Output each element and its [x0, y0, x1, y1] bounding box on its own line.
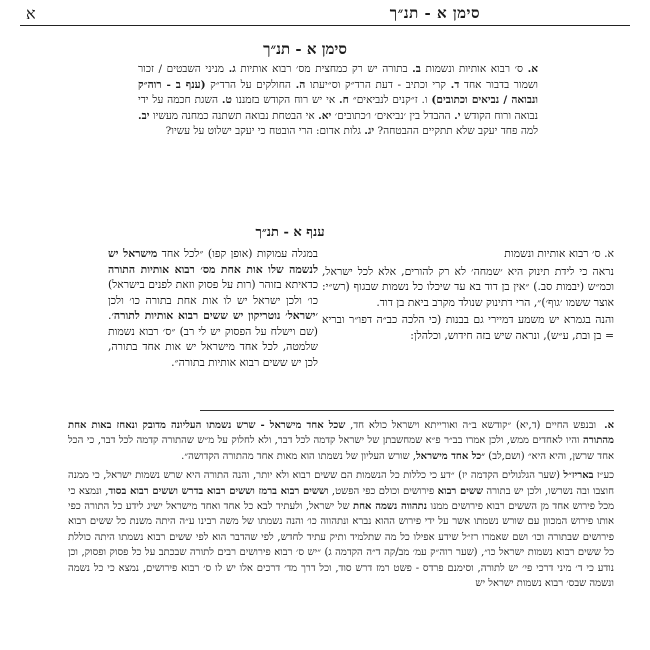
item-marker: ב. — [412, 63, 421, 75]
paragraph: והנה בגמרא יש משמע דמיירי גם בבנות (כי הלכה כב״ה דפו״ר ובריא = בן ובת, ע״ש), ונראה שיש בזה חידוש, וכלהלן: — [322, 313, 614, 342]
paragraph — [108, 246, 318, 370]
quote-emphasis: ׳ישראל׳ נוטריקון יש ששים רבוא אותיות לתורה׳ — [111, 309, 318, 322]
page-header — [20, 4, 630, 26]
intro-text: מניני השבטים / זכור ושמור בדבור אחד — [138, 63, 538, 91]
footnote-text: , ונמצא כי מכל פירוש אחד מן הששים רבוא פירושים ממנו — [68, 485, 615, 513]
item-marker: א. — [527, 63, 538, 75]
intro-text: אי יש רוח הקודש בזמננו — [231, 94, 340, 106]
quote-text: במגלה עמוקות (אופן קפו) ״לכל אחד — [157, 247, 318, 260]
footnote-text: פירושים וכולם כפי הפשט, — [328, 485, 438, 497]
footnote-emphasis: וששים רבוא ברמז וששים רבוא בדרש וששים רבוא בסוד — [108, 485, 329, 497]
intro-text: החולקים על הרד״ק — [205, 78, 296, 91]
intro-summary — [138, 62, 538, 140]
footnote-text: של ישראל, ולעתיד לבא כל אחד ואחד מישראל ישיג לידע כל התורה כפי אותו פירוש המכוון עם שורש נשמתו אשר על ידי פירוש ההוא נברא ונתהווה כו׳ והנה נשמתו של משה רבינו ע״ה היתה משנת כל ששים רבוא פירושים שבתורה וכו׳ ושם שאמרו רז״ל שידע אפילו כל מה שתלמיד ותיק עתיד לחדש, לפי שהדבר הוא לפי ששים רבוא נשמתו היתה כוללת כל ששים רבוא נשמות ישראל כו״, (שער רוה״ק עמ׳ מב/קה ד״ה הקדמה ג) ״יש ס׳ רבוא פירושים רבים לתורה שבכתב על כל פסוק ופסוק, וכן נודע כי ד׳ מיני דרכי פי׳ יש לתורה, וסימנם פרדס - פשט רמז דרש סוד, וכל דרך מד׳ דרכים אלו יש לו ס׳ רבוא פירושים, נמצא כי כל נשמה ונשמה שבס׳ רבוא נשמות ישראל יש — [68, 501, 615, 590]
footnote-emphasis: ששים רבוא — [437, 485, 484, 497]
right-text-column — [322, 246, 614, 345]
intro-text: בתורה יש רק כמחצית מס׳ רבוא אותיות — [235, 63, 413, 75]
item-marker: ה. — [295, 78, 306, 91]
intro-text: למה פחד יעקב שלא תתקיים ההבטחה? — [374, 125, 538, 137]
section-marker: (ענף ב - רוה״ק ונבואה / נביאים וכתובים) — [138, 78, 538, 106]
footnote-divider — [200, 410, 614, 411]
footnote-emphasis: באריז״ל — [563, 470, 594, 482]
item-marker: יג. — [364, 125, 375, 137]
footnote-emphasis: שכל אחד מישראל - שרש נשמתו העליונה מדובק ונאחז באות אחת מהתורה — [68, 420, 614, 447]
intro-text: ההבדל בין ׳נביאים׳ ו׳כתובים׳ — [331, 109, 455, 122]
item-marker: ד. — [450, 78, 460, 91]
footnote-text: כע״ז — [593, 470, 615, 482]
footnotes — [68, 418, 614, 595]
intro-text: קרי וכתיב - דעת הרד״ק וס״יעתו — [305, 78, 451, 91]
intro-text: אי הבטחת נבואה תשתנה כמחנה מעשיו — [149, 109, 319, 122]
item-marker: ח. — [339, 94, 349, 106]
footnote-number: א. — [604, 420, 614, 431]
footnote-text: והיו לאחדים ממש, ולכן אמרו בב״ר פ״א שמחשבתן של ישראל קדמה לכל דבר, ולא לחלוק על מ״ש שהתורה קדמה לכל דבר, כי הכל אחד שרשן, והיא היא״ (ושם,לב) — [68, 435, 614, 462]
footnote — [68, 468, 614, 591]
item-marker: יב. — [138, 109, 150, 122]
item-marker: י. — [454, 109, 461, 122]
paragraph-title: א. ס׳ רבוא אותיות ונשמות — [504, 247, 614, 260]
paragraph: נראה כי לידת תינוק היא ׳שמחה׳ לא רק להורים, אלא לכל ישראל, וכמ״ש (יבמות סב.) ״אין בן דוד בא עד שיכלו כל נשמות שבגוף (רש״י: אוצר ששמו ׳גוף׳)״, הרי דתינוק שנולד מקרב ביאת בן דוד. — [322, 264, 614, 309]
item-marker: ט. — [221, 94, 232, 106]
siman-heading: סימן א - תנ״ך — [263, 40, 347, 58]
intro-text: גלות אדום: הרי הובטח כי יעקב ישלוט על עשיו? — [165, 125, 365, 137]
quote-emphasis: מישראל יש לנשמה שלו אות אחת מס׳ רבוא אותיות התורה — [108, 247, 318, 276]
left-text-column — [108, 246, 318, 372]
running-title: סימן א - תנ״ך — [389, 4, 480, 22]
anaf-heading: ענף א - תנ״ך — [255, 225, 325, 240]
quote-text: . (שם וישלח על הפסוק יש לי רב) ״ס׳ רבוא נשמות שלמטה, לכל אחד מישראל יש אות אחד בתורה, לכן יש ששים רבוא אותיות בתורה״. — [108, 309, 318, 369]
item-marker: ג. — [228, 63, 236, 75]
intro-text: ו. ז״קנים לנביאים״ — [348, 94, 432, 106]
intro-text: השגת חכמה על ידי נבואה ורוח הקודש — [138, 94, 538, 122]
header-divider — [20, 25, 630, 26]
item-marker: יא. — [318, 109, 332, 122]
intro-text: ס׳ רבוא אותיות ונשמות — [420, 63, 528, 75]
footnote-emphasis: נתהווה נשמה אחת — [353, 501, 428, 513]
footnote-text: , שורש העליון של נשמתו הוא מאות אחד מהתורה הקדושה״. — [181, 450, 416, 462]
page-number: א — [26, 4, 36, 23]
footnote-emphasis: ״כל אחד מישראל — [415, 450, 486, 462]
footnote-text: (שער הגלגולים הקדמה יז) ״דע כי כללות כל הנשמות הם ששים רבוא ולא יותר, והנה התורה היא שרש נשמות ישראל, כי ממנה חוצבו ובה נשרשו, ולכן יש בתורה — [68, 470, 615, 497]
footnote — [68, 418, 614, 464]
quote-text: כדאיתא בזוהר (רות על פסוק וזאת לפנים בישראל) כו׳ ולכן ישראל יש לו אות אחת בתורה כו׳ ולכן — [108, 278, 318, 307]
footnote-text: ובנפש החיים (ד,יא) ״קודשא ב״ה ואורייתא וישראל כולא חד, — [345, 420, 597, 431]
